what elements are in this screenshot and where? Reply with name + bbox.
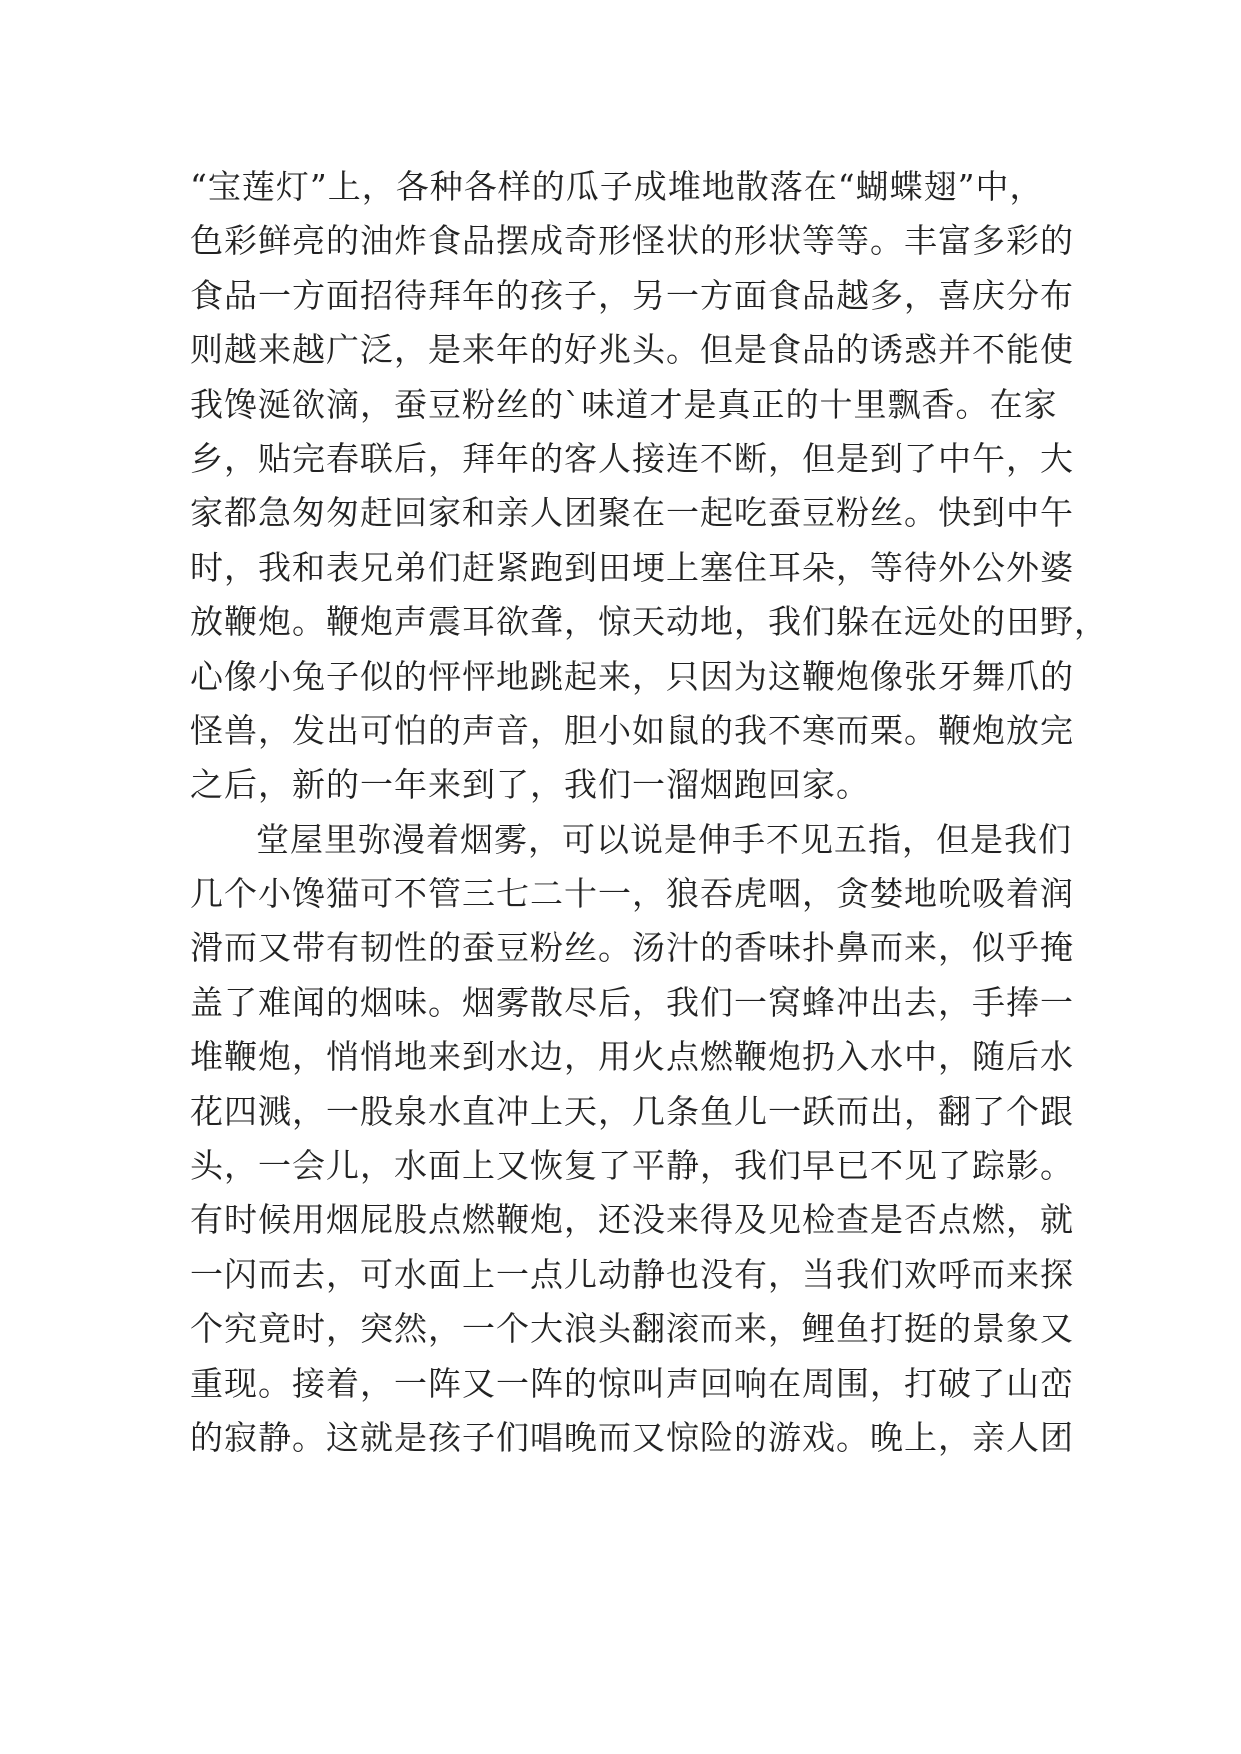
text-line: 食品一方面招待拜年的孩子，另一方面食品越多，喜庆分布 — [190, 275, 1074, 315]
text-line: “宝莲灯”上，各种各样的瓜子成堆地散落在“蝴蝶翅”中， — [190, 167, 1044, 206]
body-text — [190, 160, 1108, 1465]
text-line: 时，我和表兄弟们赶紧跑到田埂上塞住耳朵，等待外公外婆 — [190, 547, 1074, 587]
text-line: 的寂静。这就是孩子们唱晚而又惊险的游戏。晚上，亲人团 — [190, 1417, 1074, 1457]
text-line: 几个小馋猫可不管三七二十一，狼吞虎咽，贪婪地吮吸着润 — [190, 874, 1074, 914]
text-line: 盖了难闻的烟味。烟雾散尽后，我们一窝蜂冲出去，手捧一 — [190, 982, 1074, 1022]
text-line: 花四溅，一股泉水直冲上天，几条鱼儿一跃而出，翻了个跟 — [190, 1091, 1074, 1131]
text-line: 色彩鲜亮的油炸食品摆成奇形怪状的形状等等。丰富多彩的 — [190, 221, 1074, 261]
text-line: 重现。接着，一阵又一阵的惊叫声回响在周围，打破了山峦 — [190, 1363, 1074, 1403]
text-line: 家都急匆匆赶回家和亲人团聚在一起吃蚕豆粉丝。快到中午 — [190, 493, 1074, 533]
text-line: 有时候用烟屁股点燃鞭炮，还没来得及见检查是否点燃，就 — [190, 1200, 1074, 1240]
text-line: 堆鞭炮，悄悄地来到水边，用火点燃鞭炮扔入水中，随后水 — [190, 1037, 1074, 1077]
paragraph-start-line: 堂屋里弥漫着烟雾，可以说是伸手不见五指，但是我们 — [256, 819, 1072, 859]
text-line: 之后，新的一年来到了，我们一溜烟跑回家。 — [190, 765, 870, 805]
text-line: 怪兽，发出可怕的声音，胆小如鼠的我不寒而栗。鞭炮放完 — [190, 710, 1074, 750]
text-line: 头，一会儿，水面上又恢复了平静，我们早已不见了踪影。 — [190, 1146, 1074, 1186]
text-line: 滑而又带有韧性的蚕豆粉丝。汤汁的香味扑鼻而来，似乎掩 — [190, 928, 1074, 968]
text-line: 我馋涎欲滴，蚕豆粉丝的`味道才是真正的十里飘香。在家 — [190, 384, 1058, 424]
text-line: 则越来越广泛，是来年的好兆头。但是食品的诱惑并不能使 — [190, 330, 1074, 370]
text-line: 个究竟时，突然，一个大浪头翻滚而来，鲤鱼打挺的景象又 — [190, 1309, 1074, 1349]
text-line: 一闪而去，可水面上一点儿动静也没有，当我们欢呼而来探 — [190, 1254, 1074, 1294]
text-line: 乡，贴完春联后，拜年的客人接连不断，但是到了中午，大 — [190, 438, 1074, 478]
text-line: 心像小兔子似的怦怦地跳起来，只因为这鞭炮像张牙舞爪的 — [190, 656, 1074, 696]
text-line: 放鞭炮。鞭炮声震耳欲聋，惊天动地，我们躲在远处的田野， — [190, 602, 1108, 642]
